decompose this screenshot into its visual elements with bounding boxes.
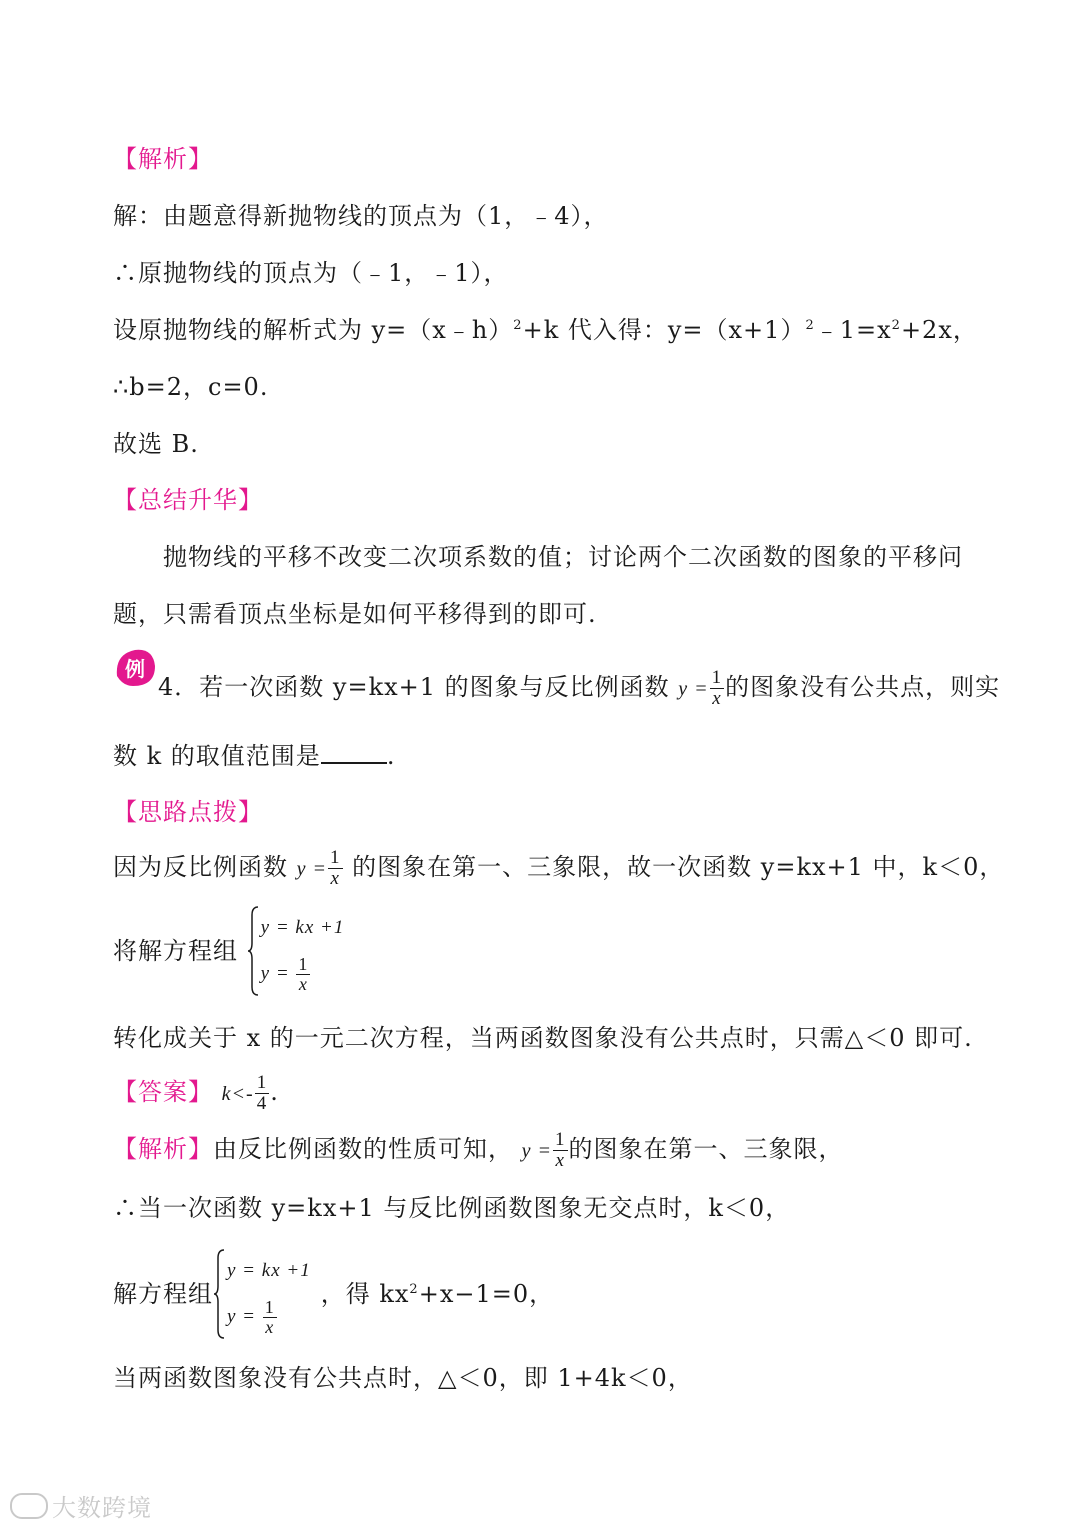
hint-heading: 【思路点拨】	[113, 798, 263, 826]
analysis-line: 当两函数图象没有公共点时，△＜0，即 1+4k＜0，	[113, 1364, 693, 1392]
watermark-icon	[10, 1493, 48, 1519]
text-line: 故选 B.	[113, 430, 199, 458]
equation-system: y = kx +1 y = $\frac{1}{x}$	[213, 1248, 311, 1340]
analysis-line: 解方程组 y = kx +1 y = $\frac{1}{x}$ ，得 $kx^2+x-1=0$，	[113, 1248, 554, 1340]
analysis-line: ∴当一次函数 y=kx+1 与反比例函数图象无交点时，k＜0，	[113, 1194, 791, 1222]
equation-system: y = kx +1 y = $\frac{1}{x}$	[247, 905, 345, 997]
fraction-one-over-x: $\frac{1}{x}$	[555, 1129, 566, 1171]
watermark-logo: 大数跨境	[10, 1488, 152, 1523]
example-question-line: 4．若一次函数 y=kx+1 的图象与反比例函数 y = $\frac{1}{x}$ 的图象没有公共点，则实	[158, 667, 1001, 709]
fraction-one-over-x: $\frac{1}{x}$	[711, 667, 723, 709]
hint-line: 转化成关于 x 的一元二次方程，当两函数图象没有公共点时，只需△＜0 即可.	[113, 1024, 973, 1052]
analysis-line: 【解析】由反比例函数的性质可知， y = $\frac{1}{x}$ 的图象在第一、三象限，	[113, 1129, 844, 1171]
text-line: 解：由题意得新抛物线的顶点为（1，﹣4），	[113, 202, 609, 230]
summary-line: 题，只需看顶点坐标是如何平移得到的即可.	[113, 600, 597, 628]
text-line: ∴原抛物线的顶点为（﹣1，﹣1），	[113, 259, 509, 287]
answer-blank	[321, 740, 387, 764]
hint-line: 因为反比例函数 y = $\frac{1}{x}$ 的图象在第一、三象限，故一次函数 y=kx+1 中，k＜0，	[113, 847, 1005, 889]
example-badge-icon	[113, 646, 157, 690]
fraction-one-over-x: $\frac{1}{x}$	[330, 847, 341, 889]
example-question-line: 数 k 的取值范围是 .	[113, 742, 396, 770]
hint-line: 将解方程组 y = kx +1 y = $\frac{1}{x}$	[113, 905, 344, 997]
svg-text:例: 例	[125, 657, 145, 681]
summary-heading: 【总结升华】	[113, 486, 263, 514]
answer-line: 【答案】 k<- $\frac{1}{4}$ .	[113, 1072, 279, 1114]
formula-line: 设原抛物线的解析式为 y=（x﹣h）$^2$+k 代入得：$y=(x+1)^2﹣1=x^2+2x$，	[113, 316, 978, 344]
text-line: ∴b=2，c=0.	[113, 373, 269, 401]
fraction-one-over-four: $\frac{1}{4}$	[256, 1072, 268, 1114]
summary-line: 抛物线的平移不改变二次项系数的值；讨论两个二次函数的图象的平移问	[163, 543, 963, 571]
analysis-heading-1: 【解析】	[113, 145, 213, 173]
